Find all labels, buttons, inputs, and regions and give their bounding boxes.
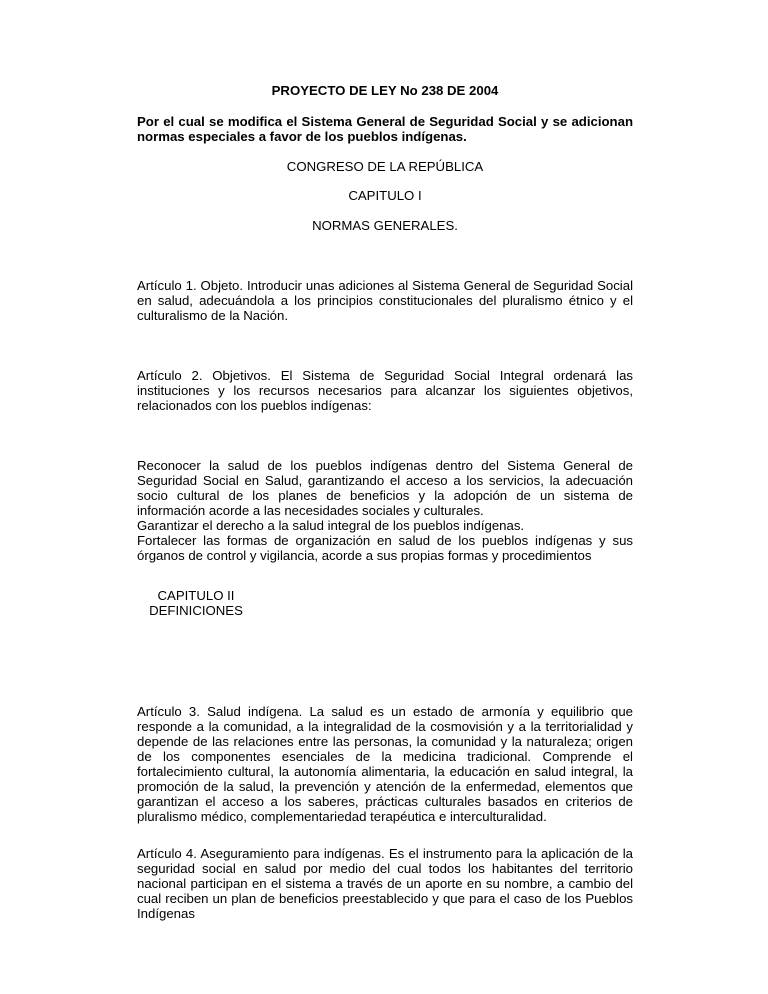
article-4: Artículo 4. Aseguramiento para indígenas. Es el instrumento para la aplicación de la seguridad social en salud por medio del cual todos los habitantes del territorio nacional participan en el sistema a través de un aporte en su nombre, a cambio del cual reciben un plan de beneficios preestablecido y que para el caso de los Pueblos Indígenas	[137, 846, 633, 921]
document-title: PROYECTO DE LEY No 238 DE 2004	[271, 83, 499, 98]
article-1: Artículo 1. Objeto. Introducir unas adiciones al Sistema General de Seguridad Social en salud, adecuándola a los principios constitucionales del pluralismo étnico y el culturalismo de la Nación.	[137, 278, 633, 323]
objective-item: Garantizar el derecho a la salud integral de los pueblos indígenas.	[137, 518, 525, 533]
article-2: Artículo 2. Objetivos. El Sistema de Seguridad Social Integral ordenará las instituciones y los recursos necesarios para alcanzar los siguientes objetivos, relacionados con los pueblos indígenas:	[137, 368, 633, 413]
objective-item: Reconocer la salud de los pueblos indígenas dentro del Sistema General de Seguridad Social en Salud, garantizando el acceso a los servicios, la adecuación socio cultural de los planes de beneficios y la adopción de un sistema de información acorde a las necesidades sociales y culturales.	[137, 458, 633, 518]
issuer: CONGRESO DE LA REPÚBLICA	[286, 159, 484, 174]
chapter2-name: DEFINICIONES	[149, 603, 243, 618]
chapter2-heading: CAPITULO II	[157, 588, 235, 603]
objective-item: Fortalecer las formas de organización en salud de los pueblos indígenas y sus órganos de control y vigilancia, acorde a sus propias formas y procedimientos	[137, 533, 633, 563]
document-subtitle: Por el cual se modifica el Sistema General de Seguridad Social y se adicionan normas especiales a favor de los pueblos indígenas.	[137, 114, 633, 144]
chapter1-heading: CAPITULO I	[348, 188, 422, 203]
objectives-list	[137, 458, 633, 563]
article-3: Artículo 3. Salud indígena. La salud es un estado de armonía y equilibrio que responde a la comunidad, a la integralidad de la cosmovisión y a la territorialidad y depende de las relaciones entre las personas, la comunidad y la naturaleza; origen de los componentes esenciales de la medicina tradicional. Comprende el fortalecimiento cultural, la autonomía alimentaria, la educación en salud integral, la promoción de la salud, la prevención y atención de la enfermedad, elementos que garantizan el acceso a los saberes, prácticas culturales basados en criterios de pluralismo médico, complementariedad terapéutica e interculturalidad.	[137, 704, 633, 824]
chapter1-name: NORMAS GENERALES.	[312, 218, 458, 233]
